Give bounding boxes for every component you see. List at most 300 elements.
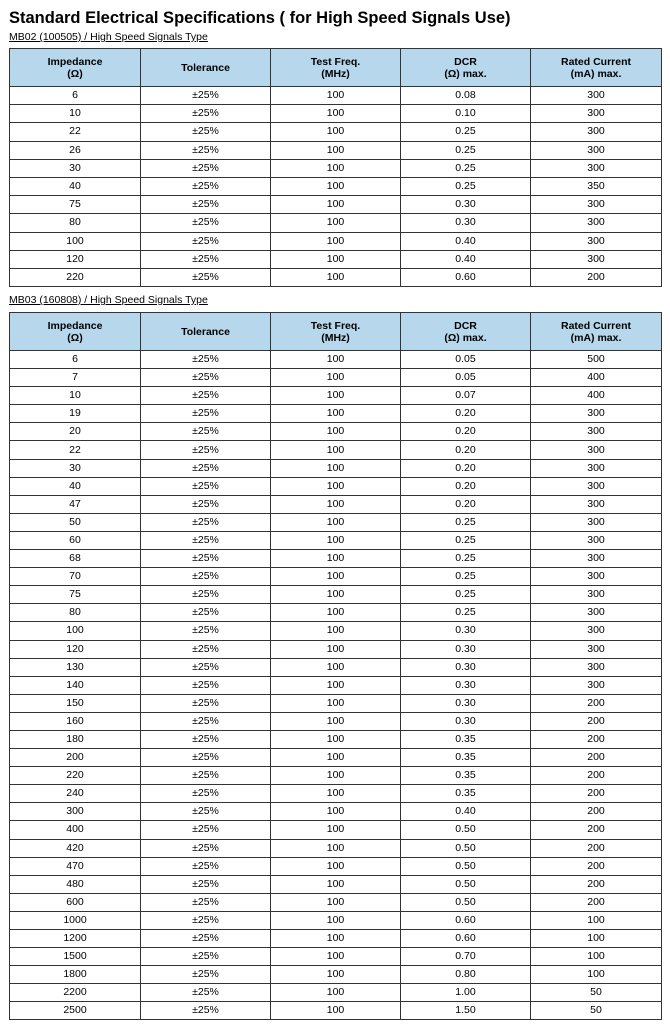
table-row xyxy=(10,441,662,459)
cell-tolerance: ±25% xyxy=(141,622,271,640)
table-row xyxy=(10,268,662,286)
table-row xyxy=(10,250,662,268)
cell-impedance: 60 xyxy=(10,531,141,549)
table-row xyxy=(10,232,662,250)
cell-test-freq: 100 xyxy=(271,387,401,405)
cell-dcr: 0.20 xyxy=(401,459,531,477)
cell-tolerance: ±25% xyxy=(141,948,271,966)
cell-rated-current: 300 xyxy=(531,658,662,676)
cell-test-freq: 100 xyxy=(271,712,401,730)
cell-rated-current: 50 xyxy=(531,984,662,1002)
cell-dcr: 0.30 xyxy=(401,676,531,694)
cell-rated-current: 200 xyxy=(531,875,662,893)
cell-test-freq: 100 xyxy=(271,268,401,286)
cell-impedance: 100 xyxy=(10,622,141,640)
cell-test-freq: 100 xyxy=(271,441,401,459)
cell-rated-current: 100 xyxy=(531,911,662,929)
cell-dcr: 0.30 xyxy=(401,214,531,232)
cell-test-freq: 100 xyxy=(271,839,401,857)
column-header-tolerance: Tolerance xyxy=(141,313,271,351)
cell-test-freq: 100 xyxy=(271,250,401,268)
table-row xyxy=(10,749,662,767)
cell-rated-current: 200 xyxy=(531,893,662,911)
cell-impedance: 220 xyxy=(10,767,141,785)
cell-dcr: 0.25 xyxy=(401,177,531,195)
cell-tolerance: ±25% xyxy=(141,875,271,893)
cell-dcr: 0.25 xyxy=(401,141,531,159)
table-row xyxy=(10,105,662,123)
cell-impedance: 75 xyxy=(10,196,141,214)
cell-test-freq: 100 xyxy=(271,749,401,767)
cell-tolerance: ±25% xyxy=(141,803,271,821)
cell-test-freq: 100 xyxy=(271,123,401,141)
cell-tolerance: ±25% xyxy=(141,177,271,195)
cell-test-freq: 100 xyxy=(271,785,401,803)
cell-tolerance: ±25% xyxy=(141,676,271,694)
cell-impedance: 600 xyxy=(10,893,141,911)
cell-rated-current: 300 xyxy=(531,640,662,658)
cell-impedance: 1800 xyxy=(10,966,141,984)
cell-rated-current: 300 xyxy=(531,531,662,549)
cell-test-freq: 100 xyxy=(271,369,401,387)
cell-dcr: 0.20 xyxy=(401,477,531,495)
table-row xyxy=(10,948,662,966)
cell-impedance: 300 xyxy=(10,803,141,821)
cell-tolerance: ±25% xyxy=(141,767,271,785)
cell-test-freq: 100 xyxy=(271,730,401,748)
cell-rated-current: 350 xyxy=(531,177,662,195)
table-row xyxy=(10,640,662,658)
table-row xyxy=(10,730,662,748)
cell-dcr: 0.05 xyxy=(401,351,531,369)
cell-tolerance: ±25% xyxy=(141,123,271,141)
cell-impedance: 22 xyxy=(10,123,141,141)
cell-impedance: 200 xyxy=(10,749,141,767)
cell-test-freq: 100 xyxy=(271,604,401,622)
cell-rated-current: 200 xyxy=(531,749,662,767)
cell-tolerance: ±25% xyxy=(141,712,271,730)
table-row xyxy=(10,123,662,141)
cell-test-freq: 100 xyxy=(271,948,401,966)
cell-rated-current: 300 xyxy=(531,123,662,141)
cell-tolerance: ±25% xyxy=(141,658,271,676)
table-row xyxy=(10,821,662,839)
cell-test-freq: 100 xyxy=(271,586,401,604)
table-row xyxy=(10,586,662,604)
cell-test-freq: 100 xyxy=(271,622,401,640)
column-header-impedance: Impedance (Ω) xyxy=(10,49,141,87)
table-row xyxy=(10,839,662,857)
cell-tolerance: ±25% xyxy=(141,459,271,477)
cell-impedance: 50 xyxy=(10,513,141,531)
table-row xyxy=(10,676,662,694)
cell-rated-current: 400 xyxy=(531,387,662,405)
cell-test-freq: 100 xyxy=(271,803,401,821)
cell-rated-current: 200 xyxy=(531,785,662,803)
cell-tolerance: ±25% xyxy=(141,105,271,123)
cell-rated-current: 50 xyxy=(531,1002,662,1020)
cell-dcr: 0.20 xyxy=(401,405,531,423)
cell-rated-current: 100 xyxy=(531,966,662,984)
table-row xyxy=(10,141,662,159)
cell-rated-current: 300 xyxy=(531,513,662,531)
column-header-dcr: DCR (Ω) max. xyxy=(401,49,531,87)
cell-dcr: 0.25 xyxy=(401,586,531,604)
cell-dcr: 0.50 xyxy=(401,839,531,857)
cell-impedance: 480 xyxy=(10,875,141,893)
cell-impedance: 19 xyxy=(10,405,141,423)
cell-impedance: 22 xyxy=(10,441,141,459)
cell-test-freq: 100 xyxy=(271,214,401,232)
cell-test-freq: 100 xyxy=(271,105,401,123)
cell-tolerance: ±25% xyxy=(141,821,271,839)
cell-dcr: 0.25 xyxy=(401,159,531,177)
cell-impedance: 470 xyxy=(10,857,141,875)
cell-test-freq: 100 xyxy=(271,459,401,477)
table-row xyxy=(10,875,662,893)
cell-test-freq: 100 xyxy=(271,232,401,250)
cell-impedance: 10 xyxy=(10,105,141,123)
table-row xyxy=(10,459,662,477)
cell-impedance: 30 xyxy=(10,459,141,477)
cell-rated-current: 300 xyxy=(531,250,662,268)
cell-test-freq: 100 xyxy=(271,495,401,513)
cell-dcr: 0.35 xyxy=(401,730,531,748)
cell-test-freq: 100 xyxy=(271,893,401,911)
column-header-dcr: DCR (Ω) max. xyxy=(401,313,531,351)
cell-dcr: 0.25 xyxy=(401,568,531,586)
cell-test-freq: 100 xyxy=(271,767,401,785)
cell-rated-current: 300 xyxy=(531,568,662,586)
cell-tolerance: ±25% xyxy=(141,196,271,214)
cell-impedance: 80 xyxy=(10,604,141,622)
cell-test-freq: 100 xyxy=(271,875,401,893)
cell-dcr: 0.08 xyxy=(401,87,531,105)
cell-dcr: 0.30 xyxy=(401,658,531,676)
table-row xyxy=(10,658,662,676)
cell-impedance: 1200 xyxy=(10,930,141,948)
cell-dcr: 0.25 xyxy=(401,550,531,568)
cell-tolerance: ±25% xyxy=(141,893,271,911)
cell-tolerance: ±25% xyxy=(141,857,271,875)
cell-rated-current: 200 xyxy=(531,767,662,785)
cell-test-freq: 100 xyxy=(271,196,401,214)
spec-table-mb03 xyxy=(9,312,662,1020)
cell-dcr: 0.50 xyxy=(401,875,531,893)
table-row xyxy=(10,911,662,929)
cell-impedance: 80 xyxy=(10,214,141,232)
cell-rated-current: 200 xyxy=(531,821,662,839)
cell-dcr: 0.30 xyxy=(401,640,531,658)
column-header-test-freq: Test Freq. (MHz) xyxy=(271,49,401,87)
table-subtitle-mb03: MB03 (160808) / High Speed Signals Type xyxy=(9,294,208,306)
cell-dcr: 0.30 xyxy=(401,196,531,214)
cell-tolerance: ±25% xyxy=(141,423,271,441)
cell-dcr: 0.60 xyxy=(401,930,531,948)
column-header-test-freq: Test Freq. (MHz) xyxy=(271,313,401,351)
cell-rated-current: 300 xyxy=(531,196,662,214)
cell-rated-current: 100 xyxy=(531,948,662,966)
cell-impedance: 100 xyxy=(10,232,141,250)
cell-rated-current: 300 xyxy=(531,141,662,159)
cell-dcr: 0.25 xyxy=(401,604,531,622)
table-row xyxy=(10,550,662,568)
cell-impedance: 400 xyxy=(10,821,141,839)
cell-tolerance: ±25% xyxy=(141,441,271,459)
cell-rated-current: 300 xyxy=(531,604,662,622)
cell-tolerance: ±25% xyxy=(141,640,271,658)
cell-dcr: 1.00 xyxy=(401,984,531,1002)
table-row xyxy=(10,857,662,875)
table-header-row xyxy=(10,49,662,87)
cell-test-freq: 100 xyxy=(271,513,401,531)
cell-rated-current: 200 xyxy=(531,730,662,748)
cell-tolerance: ±25% xyxy=(141,911,271,929)
cell-tolerance: ±25% xyxy=(141,749,271,767)
table-row xyxy=(10,405,662,423)
cell-tolerance: ±25% xyxy=(141,268,271,286)
cell-impedance: 1500 xyxy=(10,948,141,966)
cell-tolerance: ±25% xyxy=(141,785,271,803)
table-row xyxy=(10,622,662,640)
cell-rated-current: 300 xyxy=(531,676,662,694)
cell-dcr: 0.25 xyxy=(401,513,531,531)
table-row xyxy=(10,87,662,105)
table-row xyxy=(10,387,662,405)
cell-rated-current: 300 xyxy=(531,423,662,441)
cell-impedance: 10 xyxy=(10,387,141,405)
cell-test-freq: 100 xyxy=(271,694,401,712)
cell-impedance: 240 xyxy=(10,785,141,803)
cell-test-freq: 100 xyxy=(271,177,401,195)
cell-test-freq: 100 xyxy=(271,405,401,423)
cell-impedance: 420 xyxy=(10,839,141,857)
cell-dcr: 0.20 xyxy=(401,441,531,459)
cell-impedance: 75 xyxy=(10,586,141,604)
cell-test-freq: 100 xyxy=(271,531,401,549)
cell-impedance: 30 xyxy=(10,159,141,177)
cell-impedance: 120 xyxy=(10,640,141,658)
cell-tolerance: ±25% xyxy=(141,87,271,105)
table-row xyxy=(10,712,662,730)
cell-tolerance: ±25% xyxy=(141,930,271,948)
cell-rated-current: 300 xyxy=(531,477,662,495)
cell-test-freq: 100 xyxy=(271,87,401,105)
column-header-rated-current: Rated Current (mA) max. xyxy=(531,49,662,87)
cell-test-freq: 100 xyxy=(271,141,401,159)
cell-dcr: 1.50 xyxy=(401,1002,531,1020)
cell-rated-current: 300 xyxy=(531,441,662,459)
cell-test-freq: 100 xyxy=(271,568,401,586)
cell-dcr: 0.60 xyxy=(401,911,531,929)
cell-tolerance: ±25% xyxy=(141,604,271,622)
cell-test-freq: 100 xyxy=(271,423,401,441)
cell-rated-current: 300 xyxy=(531,214,662,232)
cell-test-freq: 100 xyxy=(271,159,401,177)
cell-tolerance: ±25% xyxy=(141,586,271,604)
cell-impedance: 140 xyxy=(10,676,141,694)
cell-impedance: 26 xyxy=(10,141,141,159)
cell-test-freq: 100 xyxy=(271,966,401,984)
cell-dcr: 0.25 xyxy=(401,123,531,141)
page-title: Standard Electrical Specifications ( for High Speed Signals Use) xyxy=(9,9,511,27)
cell-tolerance: ±25% xyxy=(141,387,271,405)
cell-tolerance: ±25% xyxy=(141,550,271,568)
cell-impedance: 7 xyxy=(10,369,141,387)
cell-tolerance: ±25% xyxy=(141,351,271,369)
table-row xyxy=(10,568,662,586)
column-header-rated-current: Rated Current (mA) max. xyxy=(531,313,662,351)
cell-tolerance: ±25% xyxy=(141,141,271,159)
table-subtitle-mb02: MB02 (100505) / High Speed Signals Type xyxy=(9,31,208,43)
cell-impedance: 130 xyxy=(10,658,141,676)
cell-impedance: 40 xyxy=(10,477,141,495)
cell-tolerance: ±25% xyxy=(141,232,271,250)
cell-impedance: 6 xyxy=(10,87,141,105)
table-row xyxy=(10,966,662,984)
cell-dcr: 0.40 xyxy=(401,232,531,250)
table-row xyxy=(10,767,662,785)
cell-test-freq: 100 xyxy=(271,911,401,929)
cell-impedance: 20 xyxy=(10,423,141,441)
cell-dcr: 0.30 xyxy=(401,694,531,712)
cell-tolerance: ±25% xyxy=(141,495,271,513)
table-row xyxy=(10,930,662,948)
cell-tolerance: ±25% xyxy=(141,214,271,232)
table-row xyxy=(10,694,662,712)
cell-dcr: 0.35 xyxy=(401,749,531,767)
table-row xyxy=(10,423,662,441)
cell-test-freq: 100 xyxy=(271,857,401,875)
cell-rated-current: 100 xyxy=(531,930,662,948)
cell-dcr: 0.40 xyxy=(401,803,531,821)
cell-test-freq: 100 xyxy=(271,477,401,495)
cell-rated-current: 200 xyxy=(531,268,662,286)
cell-impedance: 2200 xyxy=(10,984,141,1002)
cell-tolerance: ±25% xyxy=(141,250,271,268)
table-row xyxy=(10,893,662,911)
table-row xyxy=(10,1002,662,1020)
table-row xyxy=(10,803,662,821)
cell-rated-current: 200 xyxy=(531,803,662,821)
cell-tolerance: ±25% xyxy=(141,1002,271,1020)
cell-tolerance: ±25% xyxy=(141,513,271,531)
cell-rated-current: 500 xyxy=(531,351,662,369)
cell-impedance: 40 xyxy=(10,177,141,195)
table-row xyxy=(10,984,662,1002)
cell-tolerance: ±25% xyxy=(141,984,271,1002)
table-row xyxy=(10,196,662,214)
cell-test-freq: 100 xyxy=(271,1002,401,1020)
cell-tolerance: ±25% xyxy=(141,839,271,857)
cell-dcr: 0.70 xyxy=(401,948,531,966)
cell-impedance: 180 xyxy=(10,730,141,748)
cell-impedance: 70 xyxy=(10,568,141,586)
cell-impedance: 6 xyxy=(10,351,141,369)
cell-dcr: 0.80 xyxy=(401,966,531,984)
cell-impedance: 2500 xyxy=(10,1002,141,1020)
table-row xyxy=(10,159,662,177)
table-row xyxy=(10,513,662,531)
cell-dcr: 0.30 xyxy=(401,712,531,730)
table-row xyxy=(10,351,662,369)
cell-rated-current: 300 xyxy=(531,622,662,640)
table-row xyxy=(10,604,662,622)
cell-impedance: 150 xyxy=(10,694,141,712)
cell-dcr: 0.05 xyxy=(401,369,531,387)
cell-dcr: 0.50 xyxy=(401,821,531,839)
cell-tolerance: ±25% xyxy=(141,531,271,549)
cell-dcr: 0.35 xyxy=(401,785,531,803)
cell-tolerance: ±25% xyxy=(141,568,271,586)
table-row xyxy=(10,214,662,232)
cell-rated-current: 200 xyxy=(531,839,662,857)
cell-dcr: 0.20 xyxy=(401,495,531,513)
cell-test-freq: 100 xyxy=(271,821,401,839)
cell-dcr: 0.50 xyxy=(401,857,531,875)
cell-dcr: 0.40 xyxy=(401,250,531,268)
cell-test-freq: 100 xyxy=(271,658,401,676)
cell-tolerance: ±25% xyxy=(141,730,271,748)
cell-test-freq: 100 xyxy=(271,984,401,1002)
cell-rated-current: 300 xyxy=(531,459,662,477)
cell-dcr: 0.25 xyxy=(401,531,531,549)
cell-tolerance: ±25% xyxy=(141,477,271,495)
cell-test-freq: 100 xyxy=(271,351,401,369)
cell-rated-current: 300 xyxy=(531,586,662,604)
cell-impedance: 220 xyxy=(10,268,141,286)
cell-tolerance: ±25% xyxy=(141,694,271,712)
table-row xyxy=(10,369,662,387)
table-header-row xyxy=(10,313,662,351)
cell-test-freq: 100 xyxy=(271,676,401,694)
cell-rated-current: 300 xyxy=(531,87,662,105)
cell-impedance: 68 xyxy=(10,550,141,568)
cell-tolerance: ±25% xyxy=(141,369,271,387)
cell-rated-current: 300 xyxy=(531,232,662,250)
spec-table-mb02 xyxy=(9,48,662,287)
cell-test-freq: 100 xyxy=(271,930,401,948)
cell-dcr: 0.50 xyxy=(401,893,531,911)
cell-rated-current: 300 xyxy=(531,550,662,568)
cell-test-freq: 100 xyxy=(271,640,401,658)
cell-impedance: 47 xyxy=(10,495,141,513)
cell-rated-current: 300 xyxy=(531,405,662,423)
column-header-tolerance: Tolerance xyxy=(141,49,271,87)
cell-rated-current: 300 xyxy=(531,159,662,177)
cell-rated-current: 200 xyxy=(531,694,662,712)
cell-dcr: 0.10 xyxy=(401,105,531,123)
cell-impedance: 120 xyxy=(10,250,141,268)
cell-dcr: 0.07 xyxy=(401,387,531,405)
cell-rated-current: 400 xyxy=(531,369,662,387)
cell-dcr: 0.60 xyxy=(401,268,531,286)
cell-dcr: 0.35 xyxy=(401,767,531,785)
cell-dcr: 0.20 xyxy=(401,423,531,441)
cell-rated-current: 200 xyxy=(531,857,662,875)
table-row xyxy=(10,531,662,549)
table-row xyxy=(10,495,662,513)
cell-impedance: 160 xyxy=(10,712,141,730)
table-row xyxy=(10,785,662,803)
cell-rated-current: 200 xyxy=(531,712,662,730)
cell-tolerance: ±25% xyxy=(141,966,271,984)
cell-tolerance: ±25% xyxy=(141,159,271,177)
cell-rated-current: 300 xyxy=(531,105,662,123)
column-header-impedance: Impedance (Ω) xyxy=(10,313,141,351)
cell-dcr: 0.30 xyxy=(401,622,531,640)
cell-rated-current: 300 xyxy=(531,495,662,513)
